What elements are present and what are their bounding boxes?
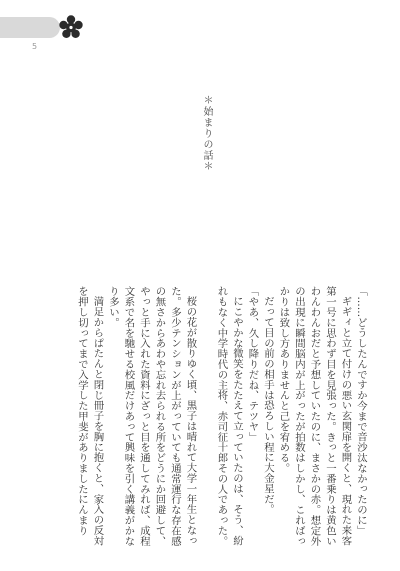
paragraph: にこやかな微笑をたたえて立っていたのは、そう、紛れもなく中学時代の主将、赤司征十郎その人であった。	[215, 286, 243, 546]
body-text	[32, 286, 368, 552]
header-tab	[0, 17, 60, 38]
chapter-title: ＊始まりの話＊	[201, 95, 212, 172]
paragraph: 「……どうしたんですか今まで音沙汰なかったのに」	[355, 286, 367, 536]
flower-icon	[58, 14, 84, 40]
blank-line	[198, 286, 214, 552]
page-number: 5	[32, 42, 38, 51]
paragraph: だって目の前の相手は恐ろしい程に大金星だ。	[262, 296, 274, 515]
paragraph: ギギィと立て付けの悪い玄関扉を開くと、現れた来客第一号に思わず目を見張った。きっと一番乗りは黄色いわんわんおだと予想していたのに、まさかの赤。想定外の出現に瞬間脳内が上がったが拍数はしかし、こればっかりは致し方ありませんと己を宥める。	[277, 286, 352, 546]
paragraph: 「やあ、久し降りだね、テツヤ」	[246, 286, 259, 442]
paragraph: 満足からぱたんと閉じ冊子を胸に抱くと、家入の反対を押し切ってまで入学した甲斐がありましたにんまり	[76, 286, 104, 546]
paragraph: 桜の花が散りゆく頃、黒子は晴れて大学一年生となった。多少テンションが上がっていても通常運行な存在感の無さからあわや忘れ去られる所をどうにか回避して、やっと手に入れた資料にざっと目を通してみれば、成程文系で名を馳せる校風だけあって興味を引く講義がかなり多い。	[107, 286, 197, 546]
